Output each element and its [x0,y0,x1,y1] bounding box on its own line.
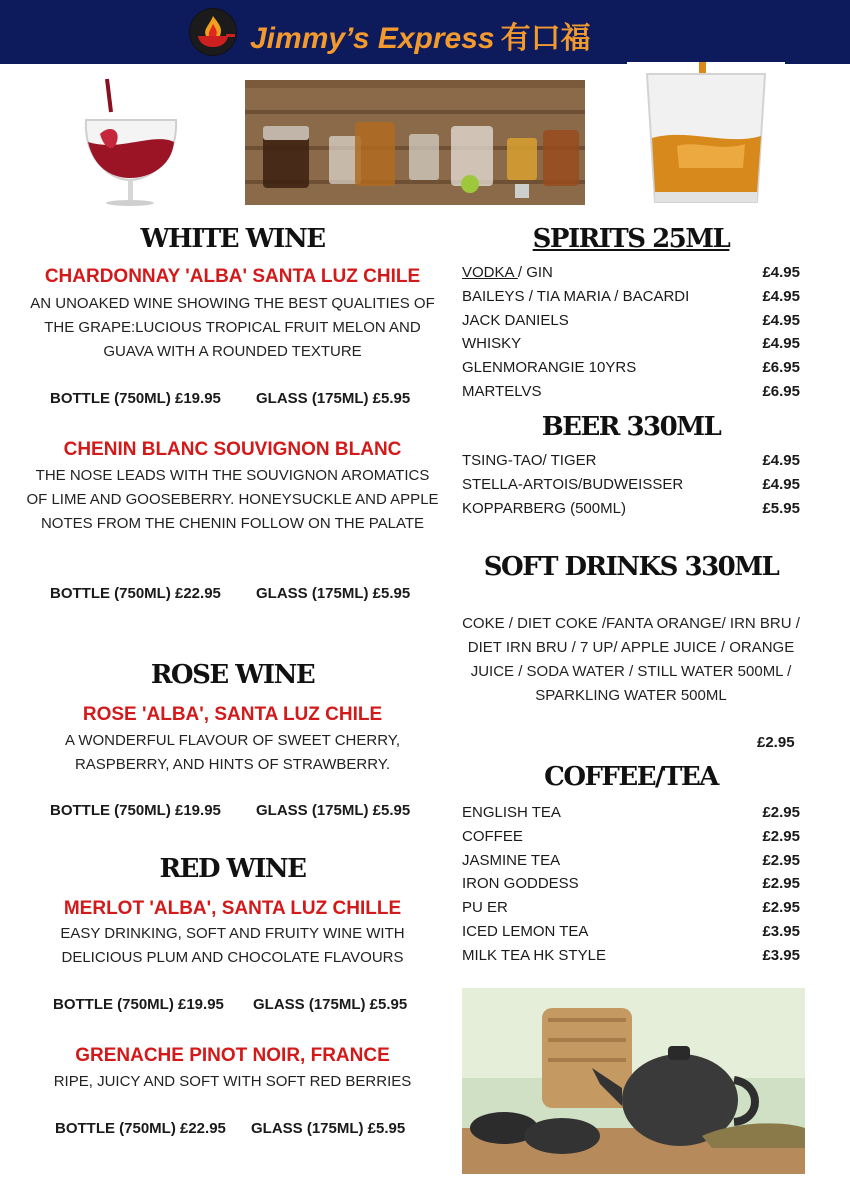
chenin-blanc-description: THE NOSE LEADS WITH THE SOUVIGNON AROMATICS OF LIME AND GOOSEBERRY. HONEYSUCKLE AND APPLE NOTES FROM THE CHENIN FOLLOW ON THE PALATE [26,467,439,532]
coffee-tea-item-name: ICED LEMON TEA [462,922,589,940]
coffee-tea-item-price: £2.95 [762,804,800,821]
beer-row [462,473,800,497]
merlot-name: MERLOT 'ALBA', SANTA LUZ CHILLE [63,898,402,919]
spirits-item-name: JACK DANIELS [462,311,569,329]
coffee-tea-item-price: £2.95 [762,851,800,869]
spirits-item-price: £4.95 [762,287,800,305]
spirits-row [462,356,800,380]
spirits-item-price: £6.95 [762,359,800,377]
grenache-bottle-price: BOTTLE (750ML) £22.95 [55,1120,226,1137]
chenin-blanc-glass-price: GLASS (175ML) £5.95 [256,585,411,602]
brand-name [250,13,591,57]
spirits-item-name [462,261,553,285]
brand-name-cn: 有口福 [500,22,591,55]
beer-heading: BEER 330ML [541,412,721,442]
coffee-tea-row [462,825,800,849]
coffee-tea-row [462,801,800,825]
coffee-tea-item-name: ENGLISH TEA [462,804,561,821]
vodka-label: VODKA [462,264,518,281]
grenache-name: GRENACHE PINOT NOIR, FRANCE [75,1045,390,1066]
chenin-blanc-name: CHENIN BLANC SOUVIGNON BLANC [63,439,402,460]
coffee-tea-row [462,944,800,968]
flame-wok-logo-icon [189,8,237,56]
coffee-tea-item-name: COFFEE [462,827,523,845]
coffee-tea-row [462,896,800,920]
rose-alba-name: ROSE 'ALBA', SANTA LUZ CHILE [82,704,383,725]
spirits-item-price: £4.95 [762,311,800,329]
beer-item-price: £5.95 [762,499,800,517]
beer-item-name: STELLA-ARTOIS/BUDWEISSER [462,475,684,493]
grenache-glass-price: GLASS (175ML) £5.95 [251,1120,406,1137]
coffee-tea-row [462,849,800,873]
beer-list [462,449,800,520]
chardonnay-glass-price: GLASS (175ML) £5.95 [256,390,411,407]
coffee-tea-item-name: JASMINE TEA [462,851,561,869]
whisky-glass-photo [627,62,785,206]
red-wine-heading: RED WINE [159,854,306,884]
white-wine-heading: WHITE WINE [140,224,325,254]
coffee-tea-list [462,801,800,968]
spirits-list [462,261,800,404]
rose-alba-bottle-price: BOTTLE (750ML) £19.95 [50,802,221,819]
spirits-row [462,285,800,309]
merlot-description: EASY DRINKING, SOFT AND FRUITY WINE WITH DELICIOUS PLUM AND CHOCOLATE FLAVOURS [60,925,405,966]
beer-row [462,497,800,521]
header-bar [0,0,850,64]
coffee-tea-item-name: MILK TEA HK STYLE [462,946,606,964]
coffee-tea-item-price: £2.95 [762,875,800,893]
rose-alba-glass-price: GLASS (175ML) £5.95 [256,802,411,819]
beer-item-price: £4.95 [762,475,800,493]
spirits-item-name: BAILEYS / TIA MARIA / BACARDI [462,287,690,305]
spirits-row [462,332,800,356]
chardonnay-bottle-price: BOTTLE (750ML) £19.95 [50,390,221,407]
spirits-item-price: £4.95 [762,335,800,353]
coffee-tea-row [462,872,800,896]
coffee-tea-heading: COFFEE/TEA [544,762,718,792]
chardonnay-name: CHARDONNAY 'ALBA' SANTA LUZ CHILE [44,266,421,287]
chardonnay-description: AN UNOAKED WINE SHOWING THE BEST QUALITIES OF THE GRAPE:LUCIOUS TROPICAL FRUIT MELON AND GUAVA WITH A ROUNDED TEXTURE [30,295,435,360]
coffee-tea-item-price: £2.95 [762,899,800,917]
merlot-glass-price: GLASS (175ML) £5.95 [253,996,408,1013]
beer-item-price: £4.95 [762,452,800,469]
coffee-tea-item-price: £2.95 [762,827,800,845]
grenache-description: RIPE, JUICY AND SOFT WITH SOFT RED BERRIES [53,1073,412,1090]
coffee-tea-item-price: £3.95 [762,946,800,964]
chenin-blanc-bottle-price: BOTTLE (750ML) £22.95 [50,585,221,602]
spirits-item-name: WHISKY [462,335,522,353]
soft-drinks-description: COKE / DIET COKE /FANTA ORANGE/ IRN BRU / DIET IRN BRU / 7 UP/ APPLE JUICE / ORANGE JUICE / SODA WATER / STILL WATER 500ML / SPARKLING WATER 500ML [462,615,800,704]
spirits-item-price: £4.95 [762,264,800,281]
coffee-tea-item-price: £3.95 [762,922,800,940]
rose-wine-heading: ROSE WINE [150,660,315,690]
beer-item-name: KOPPARBERG (500ML) [462,499,626,517]
soft-drinks-heading: SOFT DRINKS 330ML [483,552,779,582]
spirits-item-price: £6.95 [762,382,800,400]
spirits-shots-photo [245,80,585,205]
coffee-tea-item-name: IRON GODDESS [462,875,579,893]
coffee-tea-row [462,920,800,944]
beer-item-name: TSING-TAO/ TIGER [462,452,597,469]
teapot-photo [462,988,805,1174]
brand-name-en: Jimmy’s Express [250,22,495,55]
spirits-item-name: MARTELVS [462,382,542,400]
spirits-heading: SPIRITS 25ML [532,224,730,254]
coffee-tea-item-name: PU ER [462,899,508,917]
rose-alba-description: A WONDERFUL FLAVOUR OF SWEET CHERRY, RASPBERRY, AND HINTS OF STRAWBERRY. [64,732,401,773]
merlot-bottle-price: BOTTLE (750ML) £19.95 [53,996,224,1013]
spirits-item-name: GLENMORANGIE 10YRS [462,359,637,377]
spirits-row [462,261,800,285]
red-wine-glass-photo [70,76,200,206]
spirits-row [462,380,800,404]
soft-drinks-price: £2.95 [757,734,795,751]
gin-label: / GIN [517,264,553,281]
beer-row [462,449,800,473]
spirits-row [462,309,800,333]
